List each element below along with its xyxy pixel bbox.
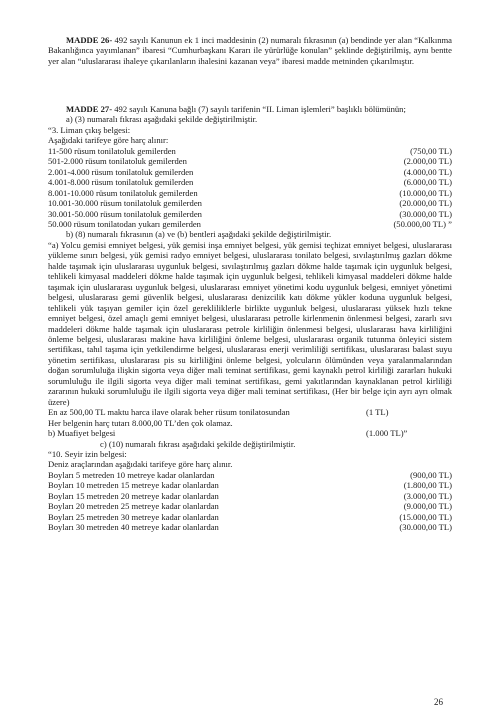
madde-26-title: MADDE 26- bbox=[66, 35, 113, 45]
fee-row-amount: (10.000,00 TL) bbox=[399, 187, 452, 198]
fee-row bbox=[48, 198, 452, 208]
exemption-row bbox=[48, 428, 452, 438]
fee-row-amount: (750,00 TL) bbox=[410, 145, 452, 156]
fee-row-label: Boyları 10 metreden 15 metreye kadar olanlardan bbox=[48, 480, 219, 491]
clause-b-intro: b) (8) numaralı fıkrasının (a) ve (b) bentleri aşağıdaki şekilde değiştirilmiştir. bbox=[66, 229, 332, 240]
fee-row bbox=[48, 522, 452, 532]
fee-row bbox=[48, 167, 452, 177]
fee-row-label: 4.001-8.000 rüsum tonilatoluk gemilerden bbox=[48, 177, 194, 188]
fee-row bbox=[48, 177, 452, 187]
fee-row-label: Boyları 30 metreden 40 metreye kadar olanlardan bbox=[48, 522, 219, 533]
fee-row-amount: (1.800,00 TL) bbox=[403, 480, 452, 491]
madde-27-text: 492 sayılı Kanuna bağlı (7) sayılı tarifenin “II. Liman işlemleri” başlıklı bölümünün; bbox=[112, 104, 406, 114]
fee-row-label: Boyları 25 metreden 30 metreye kadar olanlardan bbox=[48, 511, 219, 522]
fee-row bbox=[48, 501, 452, 511]
liman-fee-table bbox=[48, 146, 452, 230]
minimum-fee-row bbox=[48, 407, 452, 417]
fee-row-label: Boyları 15 metreden 20 metreye kadar olanlardan bbox=[48, 490, 219, 501]
fee-row-label: 11-500 rüsum tonilatoluk gemilerden bbox=[48, 145, 176, 156]
fee-row-amount: (6.000,00 TL) bbox=[403, 177, 452, 188]
fee-row-label: 8.001-10.000 rüsum tonilatoluk gemilerden bbox=[48, 187, 198, 198]
madde-27-paragraph bbox=[48, 104, 452, 114]
seyir-intro: Deniz araçlarından aşağıdaki tarifeye göre harç alınır. bbox=[48, 459, 233, 470]
fee-row-label: 2.001-4.000 rüsum tonilatoluk gemilerden bbox=[48, 166, 194, 177]
fee-row bbox=[48, 512, 452, 522]
clause-c-intro: c) (10) numaralı fıkrası aşağıdaki şekilde değiştirilmiştir. bbox=[100, 438, 296, 449]
exemption-label: b) Muafiyet belgesi bbox=[48, 428, 116, 439]
liman-intro: Aşağıdaki tarifeye göre harç alınır: bbox=[48, 135, 169, 146]
fee-row-label: Boyları 5 metreden 10 metreye kadar olanlardan bbox=[48, 469, 215, 480]
fee-row-label: 30.001-50.000 rüsum tonilatoluk gemilerden bbox=[48, 208, 202, 219]
exemption-amount: (1.000 TL)” bbox=[366, 428, 408, 439]
fee-row-amount: (3.000,00 TL) bbox=[403, 490, 452, 501]
fee-row bbox=[48, 219, 452, 229]
madde-26-text: 492 sayılı Kanunun ek 1 inci maddesinin (2) numaralı fıkrasının (a) bendinde yer alan “Kalkınma Bakanlığınca yayımlanan” ibaresi “Cumhurbaşkanı Kararı ile yürürlüğe konulan” şeklinde değiştirilmiş, aynı bentte yer alan “uluslararası ihaleye çıkarılanların ihalesini kazanan veya” ibaresi madde metninden çıkarılmıştır. bbox=[48, 35, 452, 66]
seyir-title: “10. Seyir izin belgesi: bbox=[48, 448, 127, 459]
fee-row-amount: (2.000,00 TL) bbox=[403, 156, 452, 167]
fee-row bbox=[48, 491, 452, 501]
page-number: 26 bbox=[434, 697, 443, 707]
minimum-fee-amount: (1 TL) bbox=[366, 407, 389, 418]
fee-row-label: 50.000 rüsum tonilatodan yukarı gemilerden bbox=[48, 218, 201, 229]
fee-row-amount: (9.000,00 TL) bbox=[403, 501, 452, 512]
fee-row-label: Boyları 20 metreden 25 metreye kadar olanlardan bbox=[48, 501, 219, 512]
madde-26-paragraph bbox=[48, 35, 452, 66]
fee-row-amount: (20.000,00 TL) bbox=[399, 198, 452, 209]
max-fee-note: Her belgenin harç tutarı 8.000,00 TL’den çok olamaz. bbox=[48, 417, 233, 428]
liman-title: “3. Liman çıkış belgesi: bbox=[48, 124, 131, 135]
madde-26 bbox=[48, 35, 452, 66]
minimum-fee-label: En az 500,00 TL maktu harca ilave olarak beher rüsum tonilatosundan bbox=[48, 407, 290, 418]
fee-row-label: 10.001-30.000 rüsum tonilatoluk gemilerden bbox=[48, 198, 202, 209]
fee-row-label: 501-2.000 rüsum tonilatoluk gemilerden bbox=[48, 156, 187, 167]
clause-a-intro: a) (3) numaralı fıkrası aşağıdaki şekilde değiştirilmiştir. bbox=[66, 114, 258, 125]
fee-row-amount: (30.000,00 TL) bbox=[399, 208, 452, 219]
fee-row-amount: (30.000,00 TL) bbox=[399, 522, 452, 533]
fee-row-amount: (15.000,00 TL) bbox=[399, 511, 452, 522]
certificate-list-paragraph: “a) Yolcu gemisi emniyet belgesi, yük gemisi inşa emniyet belgesi, yük gemisi teçhizat emniyet belgesi, uluslararası yükleme sınırı belgesi, yük gemisi radyo emniyet belgesi, uluslararası tonilato belgesi, sıvılaştırılmış gazları dökme halde taşımak için uluslararası uygunluk belgesi, sıvılaştırılmış gazları dökme halde taşımak için uygunluk belgesi, tehlikeli kimyasal maddeleri dökme halde taşımak için uygunluk belgesi, tehlikeli kimyasal maddeleri dökme halde taşımak için uluslararası uygunluk belgesi, uluslararası emniyet yönetimi kodu uygunluk belgesi, emniyet yönetimi belgesi, uluslararası gemi güvenlik belgesi, uluslararası denizcilik katı dökme yükler koduna uygunluk belgesi, tehlikeli yük taşıyan gemiler için özel gerekliliklerle birlikte uygunluk belgesi, uluslararası yüksek hızlı tekne emniyet belgesi, özel amaçlı gemi emniyet belgesi, uluslararası petrolle kirlenmenin önlenmesi belgesi, zararlı sıvı maddeleri dökme halde taşımak için uluslararası petrole kirliliğin önlenmesi belgesi, uluslararası hava kirliliğini önleme belgesi, uluslararası makine hava kirliliğini önleme belgesi, uluslararası organik tutunma önleyici sistem sertifikası, tahıl taşıma için yetkilendirme belgesi, uluslararası enerji verimliliği sertifikası, uluslararası balast suyu yönetim sertifikası, uluslararası pis su kirliliğini önleme belgesi, yolcuların ölümünden veya yaralanmalarından doğan sorumluluğa ilişkin sigorta veya diğer mali teminat sertifikası, gemi kaynaklı petrol kirliliği zararları hukuki sorumluluğu ile ilgili sigorta veya diğer mali teminat sertifikası, gemi yakıtlarından kaynaklanan petrol kirliliği zararının hukuki sorumluluğu ile ilgili sigorta veya diğer mali teminat sertifikası, (Her bir belge için ayrı ayrı olmak üzere) bbox=[48, 239, 452, 407]
fee-row bbox=[48, 156, 452, 166]
fee-row-amount: (50.000,00 TL) ” bbox=[393, 218, 452, 229]
madde-27-title: MADDE 27- bbox=[66, 104, 113, 114]
fee-row bbox=[48, 480, 452, 490]
fee-row bbox=[48, 470, 452, 480]
fee-row-amount: (4.000,00 TL) bbox=[403, 166, 452, 177]
fee-row bbox=[48, 188, 452, 198]
madde-27 bbox=[48, 104, 452, 533]
fee-row bbox=[48, 146, 452, 156]
fee-row-amount: (900,00 TL) bbox=[410, 469, 452, 480]
seyir-fee-table bbox=[48, 470, 452, 533]
fee-row bbox=[48, 209, 452, 219]
